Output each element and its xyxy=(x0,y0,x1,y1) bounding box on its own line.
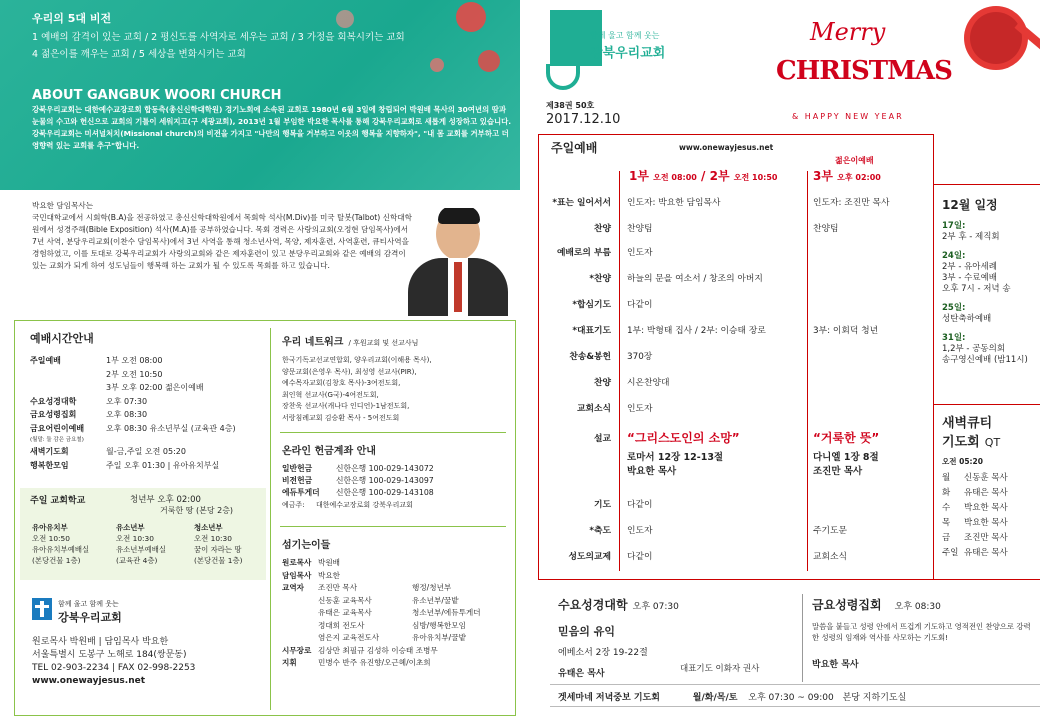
header xyxy=(540,0,1040,136)
gethsemane-title: 겟세마네 저녁중보 기도회 xyxy=(558,693,660,703)
schedule-section xyxy=(30,330,266,472)
wednesday-title: 수요성경대학 xyxy=(558,598,628,612)
xmas-merry: Merry xyxy=(810,18,886,46)
issue-number: 제38권 50호 xyxy=(546,101,595,110)
ornament-icon xyxy=(456,2,486,32)
school-item: 유소년부 오전 10:30 유소년부예배실 (교육관 4층) xyxy=(116,523,166,565)
pastor-title: 박요한 담임목사는 xyxy=(32,201,94,210)
qt-section: 새벽큐티 기도회 QT 오전 05:20 월 신동훈 목사 화 유태은 목사 수 박요한 목사 목 박요한 목사 금 조진만 목사 주일 유태은 목사 xyxy=(942,412,1038,561)
ornament-icon xyxy=(478,50,500,72)
schedule-row: 금요성령집회 오후 08:30 xyxy=(30,410,148,419)
schedule-row: 3부 오후 02:00 젊은이예배 xyxy=(106,383,204,392)
network-list: 한국기독교선교연합회, 양우리교회(이해용 목사), 양문교회(은영우 목사), 최성영 선교사(PIR), 예수목자교회(김창호 목사)-3여전도회, 최인혁 선교사(G국)-4여전도회, 장찬욱 선교사(캐나다 인디언)-1남전도회, 서랑침례교회 김승환 목사 - 5여전도회 xyxy=(282,356,432,422)
school-item: 청소년부 오전 10:30 꿈이 자라는 땅 (본당건물 1층) xyxy=(194,523,243,565)
december-section: 12월 일정 17일: 2부 후 - 제직회 24일: 2부 - 유아세례 3부 - 수료예배 오후 7시 - 저녁 송 25일: 성탄축하예배 31일: 1,2부 - 공동의회 송구영신예배 (밤11시) xyxy=(942,196,1038,366)
friday-preacher: 박요한 목사 xyxy=(812,660,859,670)
wednesday-subtitle: 믿음의 유익 xyxy=(558,625,615,638)
gethsemane-section xyxy=(558,690,1038,703)
order-url: www.onewayjesus.net xyxy=(679,143,774,152)
friday-body: 말씀을 붙들고 성령 안에서 뜨겁게 기도하고 영적전인 찬양으로 강력한 성령의 임재와 역사를 사모하는 기도회! xyxy=(812,622,1031,642)
wednesday-text: 에베소서 2장 19-22절 xyxy=(558,648,648,658)
pastor-photo xyxy=(404,208,514,316)
friday-time: 오후 08:30 xyxy=(894,602,941,612)
friday-title: 금요성령집회 xyxy=(812,598,882,612)
church-address: 원로목사 박원배 | 담임목사 박요한 서울특별시 도봉구 노해로 184(쌍문동) TEL 02-903-2234 | FAX 02-998-2253 www.onewayjesus.net xyxy=(32,637,196,686)
network-subtitle: / 후원교회 및 선교사님 xyxy=(348,339,419,347)
network-title: 우리 네트워크 xyxy=(282,337,344,348)
ornament-icon xyxy=(430,58,444,72)
schedule-row: 수요성경대학 오후 07:30 xyxy=(30,396,148,406)
vision-title: 우리의 5대 비전 xyxy=(32,12,112,25)
sermon1-title: “그리스도인의 소망” xyxy=(627,431,740,445)
about-body: 강북우리교회는 대한예수교장로회 합동측(총신신학대학원) 경기노회에 소속된 교회로 1980년 6월 3일에 창립되어 박원배 목사의 30여년의 땀과 눈물의 수고와 헌신으로 교회의 기틀이 세워지고(구 세광교회), 2013년 1월 부임한 박요한 목사를 통해 강북우리교회로 새롭게 성장하고 있습니다. 강북우리교회는 미셔널처치(Missional church)의 비전을 가지고 "나만의 행복을 거부하고 이웃의 행복을 지향하자", "내 몸 교회를 거부하고 더 영향력 있는 교회를 추구"합니다. xyxy=(32,105,512,150)
pastor-bio xyxy=(32,200,412,272)
gethsemane-time: 오후 07:30 ~ 09:00 xyxy=(748,693,834,703)
qt-time: 오전 05:20 xyxy=(942,457,983,466)
qt-tag: QT xyxy=(984,436,1001,449)
offering-title: 온라인 헌금계좌 안내 xyxy=(282,446,376,457)
church-logo-icon xyxy=(32,598,52,620)
schedule-row: (월말: 둘 감은 금요철) xyxy=(30,437,84,443)
vision-line-2: 4 젊은이를 깨우는 교회 / 5 세상을 변화시키는 교회 xyxy=(32,49,246,60)
schedule-row: 새벽기도회 월-금,주일 오전 05:20 xyxy=(30,447,186,456)
sermon2-title: “거룩한 뜻” xyxy=(813,431,880,445)
issue-date: 2017.12.10 xyxy=(546,112,621,127)
church-slogan: 함께 울고 함께 웃는 xyxy=(58,600,119,608)
wednesday-time: 오후 07:30 xyxy=(632,602,679,612)
church-name: 강북우리교회 xyxy=(58,611,122,624)
network-section xyxy=(282,330,508,424)
header-slogan: 함께 울고 함께 웃는 xyxy=(590,31,660,40)
gethsemane-days: 월/화/목/토 xyxy=(692,693,738,703)
qt-title2: 기도회 xyxy=(942,435,980,450)
vision-block xyxy=(32,10,405,60)
church-url[interactable]: www.onewayjesus.net xyxy=(32,676,146,686)
school-head: 청년부 오후 02:00 xyxy=(130,495,201,505)
gethsemane-place: 본당 지하기도실 xyxy=(842,693,907,703)
schedule-title: 예배시간안내 xyxy=(30,332,94,345)
worship-order: 주일예배 www.onewayjesus.net 1부 오전 08:00 / 2부 오전 10:50 젊은이예배 3부 오후 02:00 *표는 일어서서 인도자: 박요한 담임목사 인도자: 조진만 목사 찬양 찬양팀 찬양팀 예배로의 부름 인도자 *찬양 하늘의 문을 여소서 / 창조의 아버지 *합심기도 다같이 *대표기도 1부: 박형태 집사 / 2부: 이승태 장로 3부: 이회덕 청년 찬송&봉헌 370장 찬양 시온찬양대 교회소식 인도자 설교 “그리스도인의 소망” 로마서 12장 12-13절 박요한 목사 “거룩한 뜻” 다니엘 1장 8절 조진만 목사 기도 다같이 *축도 인도자 주기도문 성도의교제 다같이 교회소식 xyxy=(538,134,934,580)
friday-section xyxy=(812,594,1036,670)
xmas-newyear: & HAPPY NEW YEAR xyxy=(792,112,904,121)
servers-title: 섬기는이들 xyxy=(282,540,331,551)
servers-section: 섬기는이들 원로목사 박원배 담임목사 박요한 교역자 조진만 목사 행정/청년부 신동훈 교육목사 유소년부/꿀밭 유태은 교육목사 청소년부/에듀투게더 정대희 전도사 심방/행복한모임 염은지 교육전도사 유아유치부/꿀밭 시무장로 김상만 최필규 김성하 이승태 조병무 지휘 민병수 반주 유진향/오근혜/이초희 xyxy=(282,536,510,670)
wednesday-preacher: 유태은 목사 xyxy=(558,669,605,679)
header-name: 강북우리교회 xyxy=(590,46,666,61)
pastor-bio-text: 국민대학교에서 시회학(B.A)을 전공하였고 총신신학대학원에서 목회학 석사(M.Div)를 미국 탈봇(Talbot) 신학대학원에서 성경주해(Bible Exposition) 석사(M.A)를 공부하였습니다. 목회 경력은 사랑의교회(오정현 담임목사)에서 7년 사역, 분당우리교회(이찬수 담임목사)에서 3년 사역을 통해 청소년사역, 목양, 제자훈련, 사역훈련, 큐티사역을 경험하였고, 이를 토대로 강북우리교회가 사랑의교회와 같은 제자훈련이 있고 분당우리교회와 같은 예배의 감격이 있는 교회가 되게 하여 성도님들이 행복해 하는 교회가 될 수 있도록 목회를 하고 있습니다. xyxy=(32,213,412,270)
school-item: 유아유치부 오전 10:50 유아유치부예배실 (본당건물 1층) xyxy=(32,523,90,565)
schedule-row: 금요어린이예배 오후 08:30 유소년부실 (교육관 4층) xyxy=(30,423,236,433)
vision-line-1: 1 예배의 감격이 있는 교회 / 2 평신도를 사역자로 세우는 교회 / 3 가정을 회복시키는 교회 xyxy=(32,32,405,43)
bow-icon xyxy=(970,12,1022,64)
xmas-christmas: CHRISTMAS xyxy=(776,56,952,86)
december-title: 12월 일정 xyxy=(942,198,998,212)
col2-tag: 젊은이예배 xyxy=(835,156,874,165)
schedule-row: 주일예배 1부 오전 08:00 xyxy=(30,356,163,365)
schedule-row: 2부 오전 10:50 xyxy=(106,369,163,379)
offering-section: 온라인 헌금계좌 안내 일반헌금 신한은행 100-029-143072 비전헌금 신한은행 100-029-143097 에듀투게더 신한은행 100-029-143108 예금주: 대한예수교장로회 강북우리교회 xyxy=(282,442,508,511)
school-head2: 거룩한 땅 (본당 2층) xyxy=(160,506,234,515)
col2-head: 3부 오후 02:00 xyxy=(813,169,881,183)
schedule-row: 행복한모임 주일 오후 01:30 | 유아유치부실 xyxy=(30,460,220,470)
col1-head: 1부 오전 08:00 / 2부 오전 10:50 xyxy=(629,169,778,183)
school-title: 주일 교회학교 xyxy=(30,496,86,506)
logo-icon xyxy=(546,64,580,90)
order-title: 주일예배 xyxy=(551,141,598,155)
qt-title1: 새벽큐티 xyxy=(942,416,993,431)
wednesday-prayer: 대표기도 이화자 권사 xyxy=(680,664,760,674)
vision-banner xyxy=(0,0,520,190)
about-title: ABOUT GANGBUK WOORI CHURCH xyxy=(32,88,282,103)
school-section xyxy=(20,488,266,580)
wednesday-section xyxy=(558,594,798,679)
